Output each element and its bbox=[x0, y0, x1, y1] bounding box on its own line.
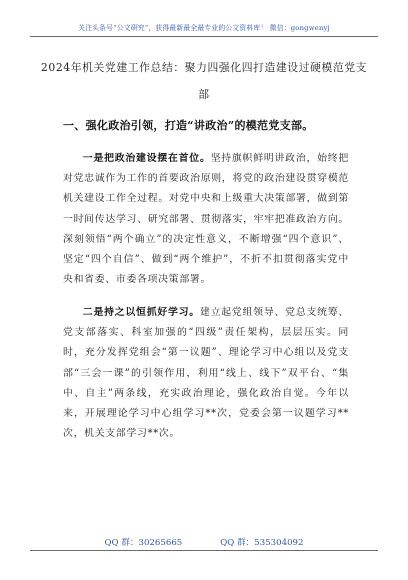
header-banner: 关注头条号“公文研究”，获得最新最全最专业的公文资料库！ 微信：gongwenyj bbox=[78, 24, 330, 32]
footer-contact bbox=[0, 536, 408, 548]
paragraph-2-body: 建立起党组领导、党总支统筹、党支部落实、科室加强的“四级”责任架构，层层压实。同时，充分发挥党组会“第一议题”、理论学习中心组以及党支部“三会一课”的引领作用，利用“线上、线下”双平台、“集中、自主”两条线，充实政治理论，强化政治自觉。今年以来，开展理论学习中心组学习**次，党委会第一议题学习**次，机关支部学习**次。 bbox=[63, 307, 350, 440]
paragraph-2-lead: 二是持之以恒抓好学习。 bbox=[82, 307, 200, 318]
paragraph-2 bbox=[63, 303, 349, 444]
footer-divider bbox=[30, 550, 378, 551]
paragraph-1 bbox=[63, 149, 349, 290]
paragraph-1-lead: 一是把政治建设摆在首位。 bbox=[82, 153, 211, 164]
header-divider bbox=[30, 36, 378, 37]
document-title: 2024年机关党建工作总结：聚力四强化四打造建设过硬模范党支部 bbox=[40, 61, 368, 101]
footer-qq-left: QQ 群：30265665 bbox=[104, 538, 183, 548]
paragraph-1-body: 坚持旗帜鲜明讲政治，始终把对党忠诚作为工作的首要政治原则，将党的政治建设贯穿模范机关建设工作全过程。对党中央和上级重大决策部署，做到第一时间传达学习、研究部署、贯彻落实，牢牢把准政治方向。深刻领悟“两个确立”的决定性意义，不断增强“四个意识”、坚定“四个自信”、做到“两个维护”，不折不扣贯彻落实党中央和省委、市委各项决策部署。 bbox=[63, 153, 349, 286]
footer-qq-right: QQ 群：535304092 bbox=[220, 538, 304, 548]
section-heading: 一、强化政治引领，打造“讲政治”的模范党支部。 bbox=[63, 119, 314, 132]
